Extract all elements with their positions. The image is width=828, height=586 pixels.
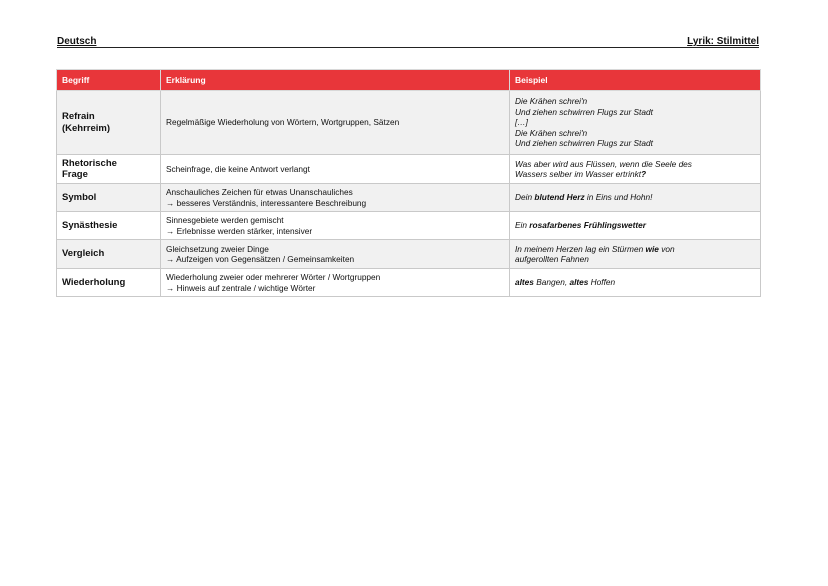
term-text: (Kehrreim): [62, 122, 111, 134]
explanation-text: → besseres Verständnis, interessantere Beschreibung: [166, 197, 367, 208]
example-emphasis: wie: [645, 243, 659, 254]
explanation-cell: [161, 240, 510, 269]
example-text: von: [658, 243, 675, 254]
example-text: Bangen,: [533, 277, 570, 288]
explanation-text: Wiederholung zweier oder mehrerer Wörter / Wortgruppen: [166, 272, 381, 283]
topic-label: Lyrik: Stilmittel: [687, 36, 759, 47]
column-header-erklaerung: Erklärung: [161, 70, 510, 91]
term-cell: [57, 269, 161, 297]
example-line: Die Krähen schrei'n: [515, 96, 588, 107]
example-emphasis: altes: [569, 277, 589, 288]
term-text: Vergleich: [62, 248, 105, 260]
table-row-vergleich: [57, 240, 761, 269]
term-cell: [57, 155, 161, 184]
term-cell: [57, 184, 161, 212]
term-cell: [57, 91, 161, 155]
table-row-rhetorische-frage: [57, 155, 761, 184]
term-text: Frage: [62, 169, 88, 180]
example-text: In meinem Herzen lag ein Stürmen: [515, 243, 646, 254]
example-cell: [510, 155, 761, 184]
example-cell: [510, 212, 761, 240]
explanation-text: Sinnesgebiete werden gemischt: [166, 215, 284, 226]
example-line: aufgerollten Fahnen: [515, 254, 589, 264]
term-text: Rhetorische: [62, 157, 117, 169]
example-cell: [510, 269, 761, 297]
example-emphasis: blutend Herz: [534, 192, 585, 203]
example-cell: [510, 184, 761, 212]
table-header-row: [57, 70, 761, 91]
example-text: Hoffen: [588, 277, 616, 288]
example-emphasis: altes: [515, 277, 534, 288]
page-header: [57, 35, 759, 48]
explanation-cell: [161, 155, 510, 184]
explanation-cell: [161, 269, 510, 297]
term-text: Wiederholung: [62, 276, 126, 288]
explanation-text: → Hinweis auf zentrale / wichtige Wörter: [166, 282, 316, 293]
example-line: Was aber wird aus Flüssen, wenn die Seele des: [515, 158, 692, 169]
example-line: Und ziehen schwirren Flugs zur Stadt: [515, 138, 653, 149]
explanation-text: Gleichsetzung zweier Dinge: [166, 243, 269, 254]
example-line: Die Krähen schrei'n: [515, 127, 588, 138]
column-header-beispiel: Beispiel: [510, 70, 761, 91]
subject-label: Deutsch: [57, 36, 97, 47]
table-row-symbol: [57, 184, 761, 212]
explanation-cell: [161, 212, 510, 240]
example-text: Dein: [515, 192, 535, 203]
example-line: Und ziehen schwirren Flugs zur Stadt: [515, 106, 653, 117]
example-cell: [510, 240, 761, 269]
explanation-text: Regelmäßige Wiederholung von Wörtern, Wortgruppen, Sätzen: [166, 117, 400, 128]
example-text: Ein: [515, 220, 530, 231]
explanation-text: → Aufzeigen von Gegensätzen / Gemeinsamkeiten: [166, 254, 355, 264]
term-text: Refrain: [62, 111, 95, 122]
explanation-cell: [161, 91, 510, 155]
example-line: […]: [515, 117, 528, 128]
example-cell: [510, 91, 761, 155]
table-row-synaesthesie: [57, 212, 761, 240]
table-row-refrain: [57, 91, 761, 155]
column-header-begriff: Begriff: [57, 70, 161, 91]
example-emphasis: rosafarbenes Frühlingswetter: [529, 220, 646, 231]
explanation-cell: [161, 184, 510, 212]
term-cell: [57, 240, 161, 269]
example-text: Wassers selber im Wasser ertrinkt: [515, 169, 642, 179]
term-text: Symbol: [62, 191, 97, 203]
explanation-text: Scheinfrage, die keine Antwort verlangt: [166, 163, 310, 174]
explanation-text: → Erlebnisse werden stärker, intensiver: [166, 225, 313, 236]
example-text: in Eins und Hohn!: [584, 192, 653, 203]
table-row-wiederholung: [57, 269, 761, 297]
term-cell: [57, 212, 161, 240]
term-text: Synästhesie: [62, 219, 118, 231]
stilmittel-table: [56, 69, 761, 297]
explanation-text: Anschauliches Zeichen für etwas Unanschauliches: [166, 187, 353, 198]
example-emphasis: ?: [641, 169, 647, 179]
